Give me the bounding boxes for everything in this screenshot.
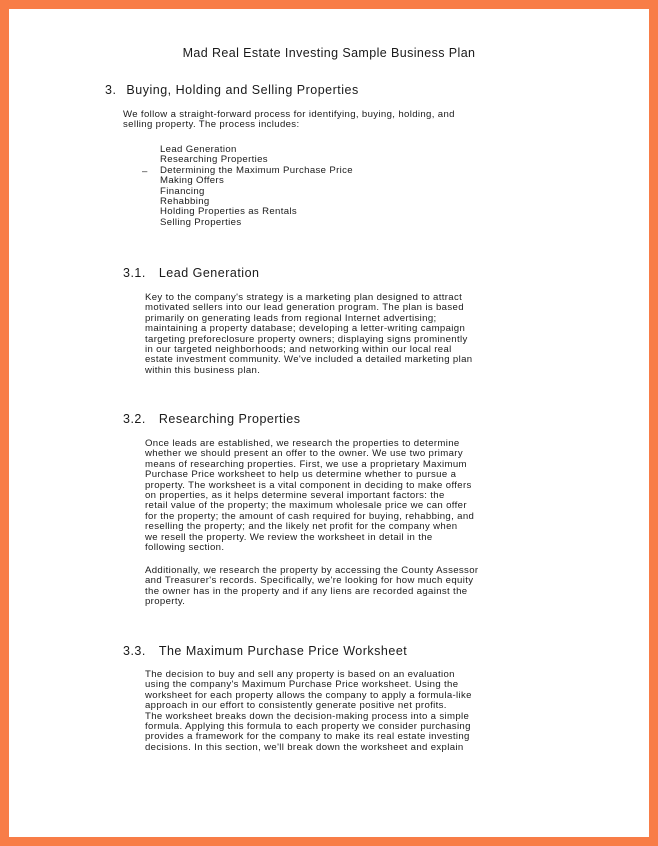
- paragraph-line: using the company's Maximum Purchase Price worksheet. Using the: [145, 679, 459, 691]
- document-title: Mad Real Estate Investing Sample Business Plan: [182, 46, 476, 60]
- section-3-title: Buying, Holding and Selling Properties: [126, 83, 359, 97]
- paragraph-line: in our targeted neighborhoods; and networking within our local real: [145, 344, 452, 356]
- paragraph-line: means of researching properties. First, we use a proprietary Maximum: [145, 458, 467, 470]
- paragraph-line: approach in our effort to consistently generate positive net profits.: [145, 700, 447, 712]
- section-3-1-paragraph: [145, 293, 472, 376]
- paragraph-line: formula. Applying this formula to each property we consider purchasing: [145, 721, 471, 733]
- list-item: Making Offers: [160, 175, 225, 187]
- section-3-3-title: The Maximum Purchase Price Worksheet: [158, 644, 408, 658]
- section-3-2-heading: [123, 412, 300, 426]
- list-dash-marker: –: [142, 166, 148, 177]
- process-list: [160, 145, 353, 228]
- section-3-1-title: Lead Generation: [158, 266, 260, 280]
- paragraph-line: Additionally, we research the property by accessing the County Assessor: [145, 565, 479, 576]
- paragraph-line: decisions. In this section, we'll break down the worksheet and explain: [145, 741, 464, 753]
- paragraph-line: the owner has in the property and if any liens are recorded against the: [145, 585, 468, 597]
- paragraph-line: property.: [145, 596, 186, 608]
- paragraph-line: and Treasurer's records. Specifically, we're looking for how much equity: [145, 575, 474, 587]
- paragraph-line: property. The worksheet is a vital component in deciding to make offers: [145, 479, 472, 491]
- paragraph-line: Purchase Price worksheet to help us determine whether to pursue a: [145, 469, 457, 481]
- list-item: Financing: [160, 185, 205, 197]
- paragraph-line: provides a framework for the company to make its real estate investing: [145, 731, 470, 743]
- paragraph-line: on properties, as it helps determine several important factors: the: [145, 490, 445, 502]
- list-item: Selling Properties: [160, 216, 242, 228]
- section-3-number: 3.: [105, 83, 117, 97]
- paragraph-line: motivated sellers into our lead generation program. The plan is based: [145, 302, 464, 314]
- section-3-2-paragraph-1: [145, 439, 474, 553]
- list-item: Determining the Maximum Purchase Price: [160, 164, 353, 176]
- paragraph-line: we resell the property. We review the worksheet in detail in the: [145, 531, 433, 543]
- section-3-3-number: 3.3.: [123, 644, 146, 658]
- paragraph-line: Key to the company's strategy is a marketing plan designed to attract: [145, 292, 463, 303]
- section-3-intro: [123, 110, 455, 131]
- list-item: Researching Properties: [160, 154, 268, 166]
- paragraph-line: worksheet for each property allows the company to apply a formula-like: [145, 689, 472, 701]
- paragraph-line: within this business plan.: [145, 364, 261, 376]
- paragraph-line: The decision to buy and sell any property is based on an evaluation: [145, 669, 455, 680]
- paragraph-line: retail value of the property; the maximum wholesale price we can offer: [145, 500, 467, 512]
- paragraph-line: Once leads are established, we research the properties to determine: [145, 438, 460, 449]
- list-item: Lead Generation: [160, 144, 237, 155]
- paragraph-line: for the property; the amount of cash required for buying, rehabbing, and: [145, 510, 475, 522]
- section-3-1-number: 3.1.: [123, 266, 146, 280]
- section-3-2-title: Researching Properties: [158, 412, 301, 426]
- paragraph-line: primarily on generating leads from regional Internet advertising;: [145, 312, 437, 324]
- paragraph-line: reselling the property; and the likely net profit for the company when: [145, 521, 458, 533]
- paragraph-line: maintaining a property database; developing a letter-writing campaign: [145, 323, 466, 335]
- list-item: Holding Properties as Rentals: [160, 206, 298, 218]
- list-item: Rehabbing: [160, 196, 210, 208]
- section-3-2-paragraph-2: [145, 566, 478, 608]
- section-3-1-heading: [123, 266, 259, 280]
- section-3-heading: [105, 83, 359, 97]
- section-3-2-number: 3.2.: [123, 412, 146, 426]
- section-3-3-heading: [123, 644, 407, 658]
- section-3-3-paragraph: [145, 670, 472, 753]
- paragraph-line: estate investment community. We've included a detailed marketing plan: [145, 354, 473, 366]
- paragraph-line: targeting preforeclosure property owners; displaying signs prominently: [145, 333, 468, 345]
- paragraph-line: The worksheet breaks down the decision-making process into a simple: [145, 710, 470, 722]
- paragraph-line: following section.: [145, 542, 225, 554]
- paragraph-line: whether we should present an offer to the owner. We use two primary: [145, 448, 463, 460]
- paragraph-line: selling property. The process includes:: [123, 119, 300, 131]
- document-page: [9, 9, 649, 837]
- paragraph-line: We follow a straight-forward process for identifying, buying, holding, and: [123, 109, 455, 120]
